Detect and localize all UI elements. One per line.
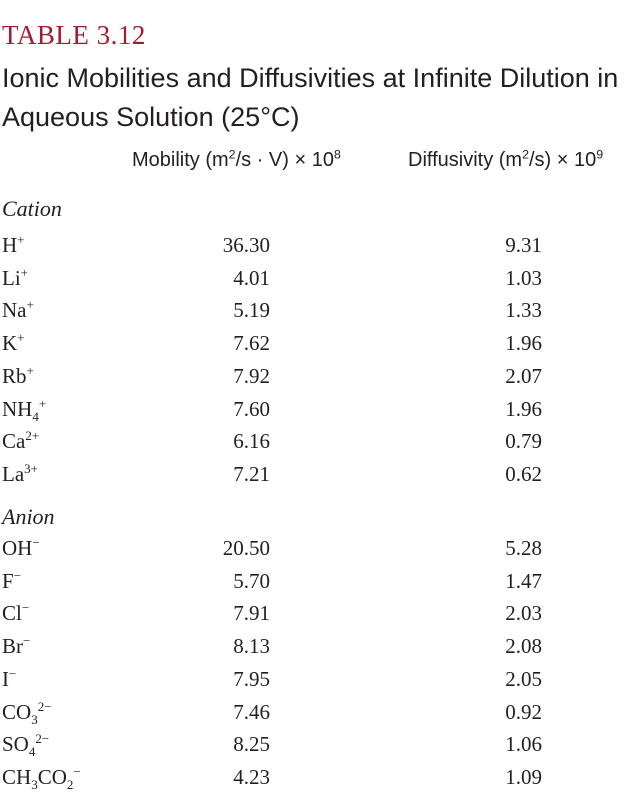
ion-formula: Li+ [2,264,29,290]
table-title: Ionic Mobilities and Diffusivities at Infinite Dilution in Aqueous Solution (25°C) [2,63,619,132]
mobility-value: 4.23 [233,764,270,789]
mobility-value: 7.62 [233,331,270,356]
mobility-value: 7.95 [233,666,270,691]
table-row [0,266,637,298]
mobility-value: 7.92 [233,363,270,388]
ion-formula: $NH_4^+$ [2,395,47,424]
table-row [0,601,637,633]
table-row [0,700,637,732]
mobility-value: 36.30 [222,233,270,257]
mobility-value: 6.16 [233,429,270,454]
header-diffusivity-text: Diffusivity (m [408,149,523,171]
mobility-value: 8.13 [233,634,270,659]
diffusivity-value: 2.05 [505,666,542,691]
mobility-value: 7.60 [233,396,270,421]
table-row [0,634,637,666]
table-row [0,397,637,429]
ion-formula: Na+ [2,297,34,323]
ion-formula: F− [2,567,22,593]
diffusivity-value: 0.92 [505,699,542,724]
ion-formula: H+ [2,232,25,257]
column-header-mobility [132,149,341,172]
mobility-value: 8.25 [233,732,270,757]
mobility-value: 20.50 [222,536,270,560]
diffusivity-value: 1.96 [505,331,542,356]
diffusivity-value: 5.28 [505,536,542,560]
table-row [0,765,637,797]
header-diffusivity-sup2: 9 [596,147,604,162]
table-row [0,732,637,764]
table-row [0,667,637,699]
ion-formula: Br− [2,633,31,659]
diffusivity-value: 1.96 [505,396,542,421]
section-label-cation: Cation [2,196,62,221]
table-row [0,331,637,363]
diffusivity-value: 1.33 [505,298,542,323]
column-header-diffusivity [408,149,603,172]
diffusivity-value: 2.08 [505,634,542,659]
diffusivity-value: 1.09 [505,764,542,789]
header-diffusivity-mid: /s) × 10 [529,149,597,171]
ion-formula: I− [2,665,17,691]
header-mobility-sup2: 8 [333,147,341,162]
table-row [0,462,637,494]
ion-formula: Rb+ [2,362,34,388]
ion-formula: OH− [2,535,40,560]
diffusivity-value: 1.06 [505,732,542,757]
ion-formula: $CO_3^{2-}$ [2,698,52,727]
table-row [0,298,637,330]
mobility-value: 5.19 [233,298,270,323]
diffusivity-value: 9.31 [505,233,542,257]
ion-formula: Cl− [2,600,30,626]
table-row [0,536,637,568]
table-row [0,429,637,461]
diffusivity-value: 1.47 [505,568,542,593]
ion-formula: $Ca^{2+}$ [2,428,40,454]
diffusivity-value: 0.62 [505,461,542,486]
diffusivity-value: 1.03 [505,265,542,290]
mobility-value: 7.46 [233,699,270,724]
table-label: TABLE 3.12 [2,20,146,50]
header-mobility-mid: /s · V) × 10 [235,149,334,171]
header-diffusivity-sup1: 2 [522,147,529,162]
ion-formula: $La^{3+}$ [2,460,39,486]
table-row [0,569,637,601]
section-label-anion: Anion [2,504,55,529]
mobility-value: 5.70 [233,568,270,593]
ion-formula: $CH_3CO_2^-$ [2,763,81,793]
ion-formula: $SO_4^{2-}$ [2,731,50,760]
diffusivity-value: 2.07 [505,363,542,388]
diffusivity-value: 0.79 [505,429,542,454]
table-row [0,364,637,396]
diffusivity-value: 2.03 [505,601,542,626]
header-mobility-text: Mobility (m [132,149,229,171]
header-mobility-sup1: 2 [228,147,236,162]
mobility-value: 7.21 [233,461,270,486]
table-row [0,233,637,265]
ion-formula: K+ [2,330,25,356]
mobility-value: 7.91 [233,601,270,626]
mobility-value: 4.01 [233,265,270,290]
